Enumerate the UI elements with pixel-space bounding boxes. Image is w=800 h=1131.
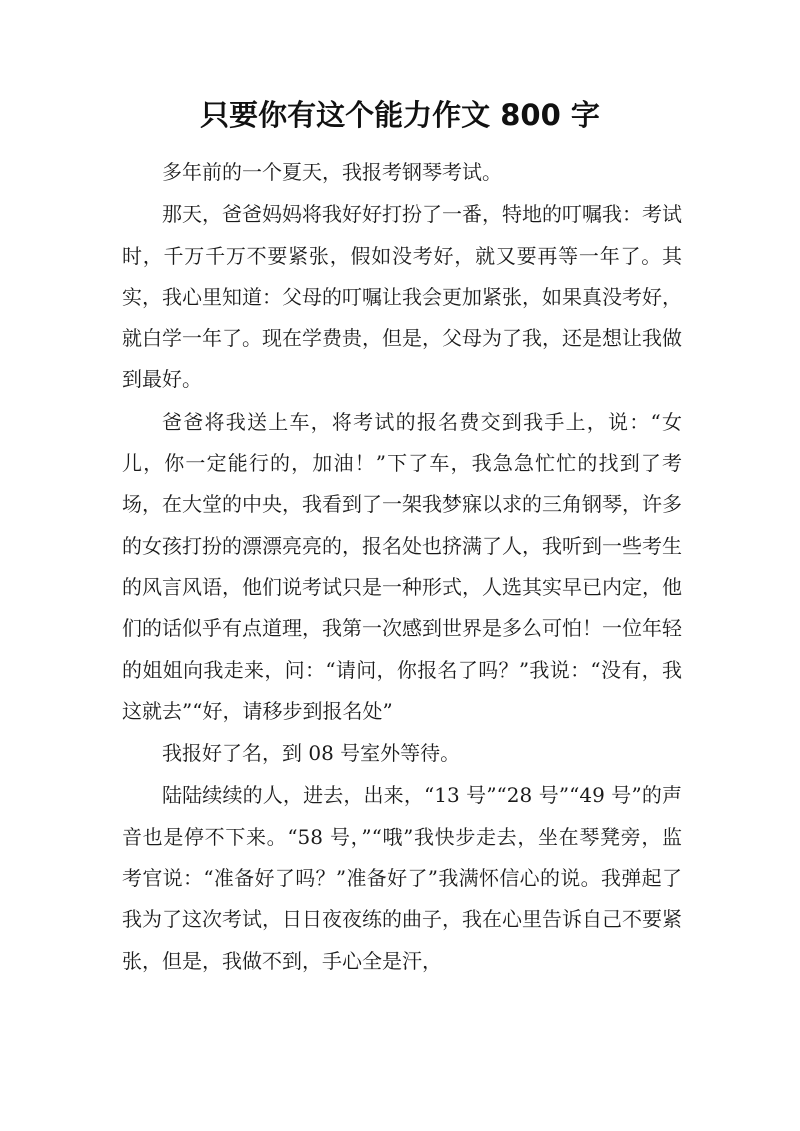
paragraph: 多年前的一个夏天，我报考钢琴考试。 xyxy=(162,160,502,184)
paragraph: 那天，爸爸妈妈将我好好打扮了一番，特地的叮嘱我：考试时，千万千万不要紧张，假如没考好，就又要再等一年了。其实，我心里知道：父母的叮嘱让我会更加紧张，如果真没考好，就白学一年了。现在学费贵，但是，父母为了我，还是想让我做到最好。 xyxy=(122,202,682,392)
paragraph: 陆陆续续的人，进去，出来，“13 号”“28 号”“49 号”的声音也是停不下来。“58 号，”“哦”我快步走去，坐在琴凳旁，监考官说：“准备好了吗？”准备好了”我满怀信心的说。我弹起了我为了这次考试，日日夜夜练的曲子，我在心里告诉自己不要紧张，但是，我做不到，手心全是汗， xyxy=(122,783,682,973)
paragraph: 爸爸将我送上车，将考试的报名费交到我手上，说：“女儿，你一定能行的，加油！”下了车，我急急忙忙的找到了考场，在大堂的中央，我看到了一架我梦寐以求的三角钢琴，许多的女孩打扮的漂漂亮亮的，报名处也挤满了人，我听到一些考生的风言风语，他们说考试只是一种形式，人选其实早已内定，他们的话似乎有点道理，我第一次感到世界是多么可怕！一位年轻的姐姐向我走来，问：“请问，你报名了吗？”我说：“没有，我这就去”“好，请移步到报名处” xyxy=(122,409,682,723)
paragraph: 我报好了名，到 08 号室外等待。 xyxy=(162,741,461,766)
document-body xyxy=(122,152,682,982)
document-title: 只要你有这个能力作文 800 字 xyxy=(200,98,600,132)
